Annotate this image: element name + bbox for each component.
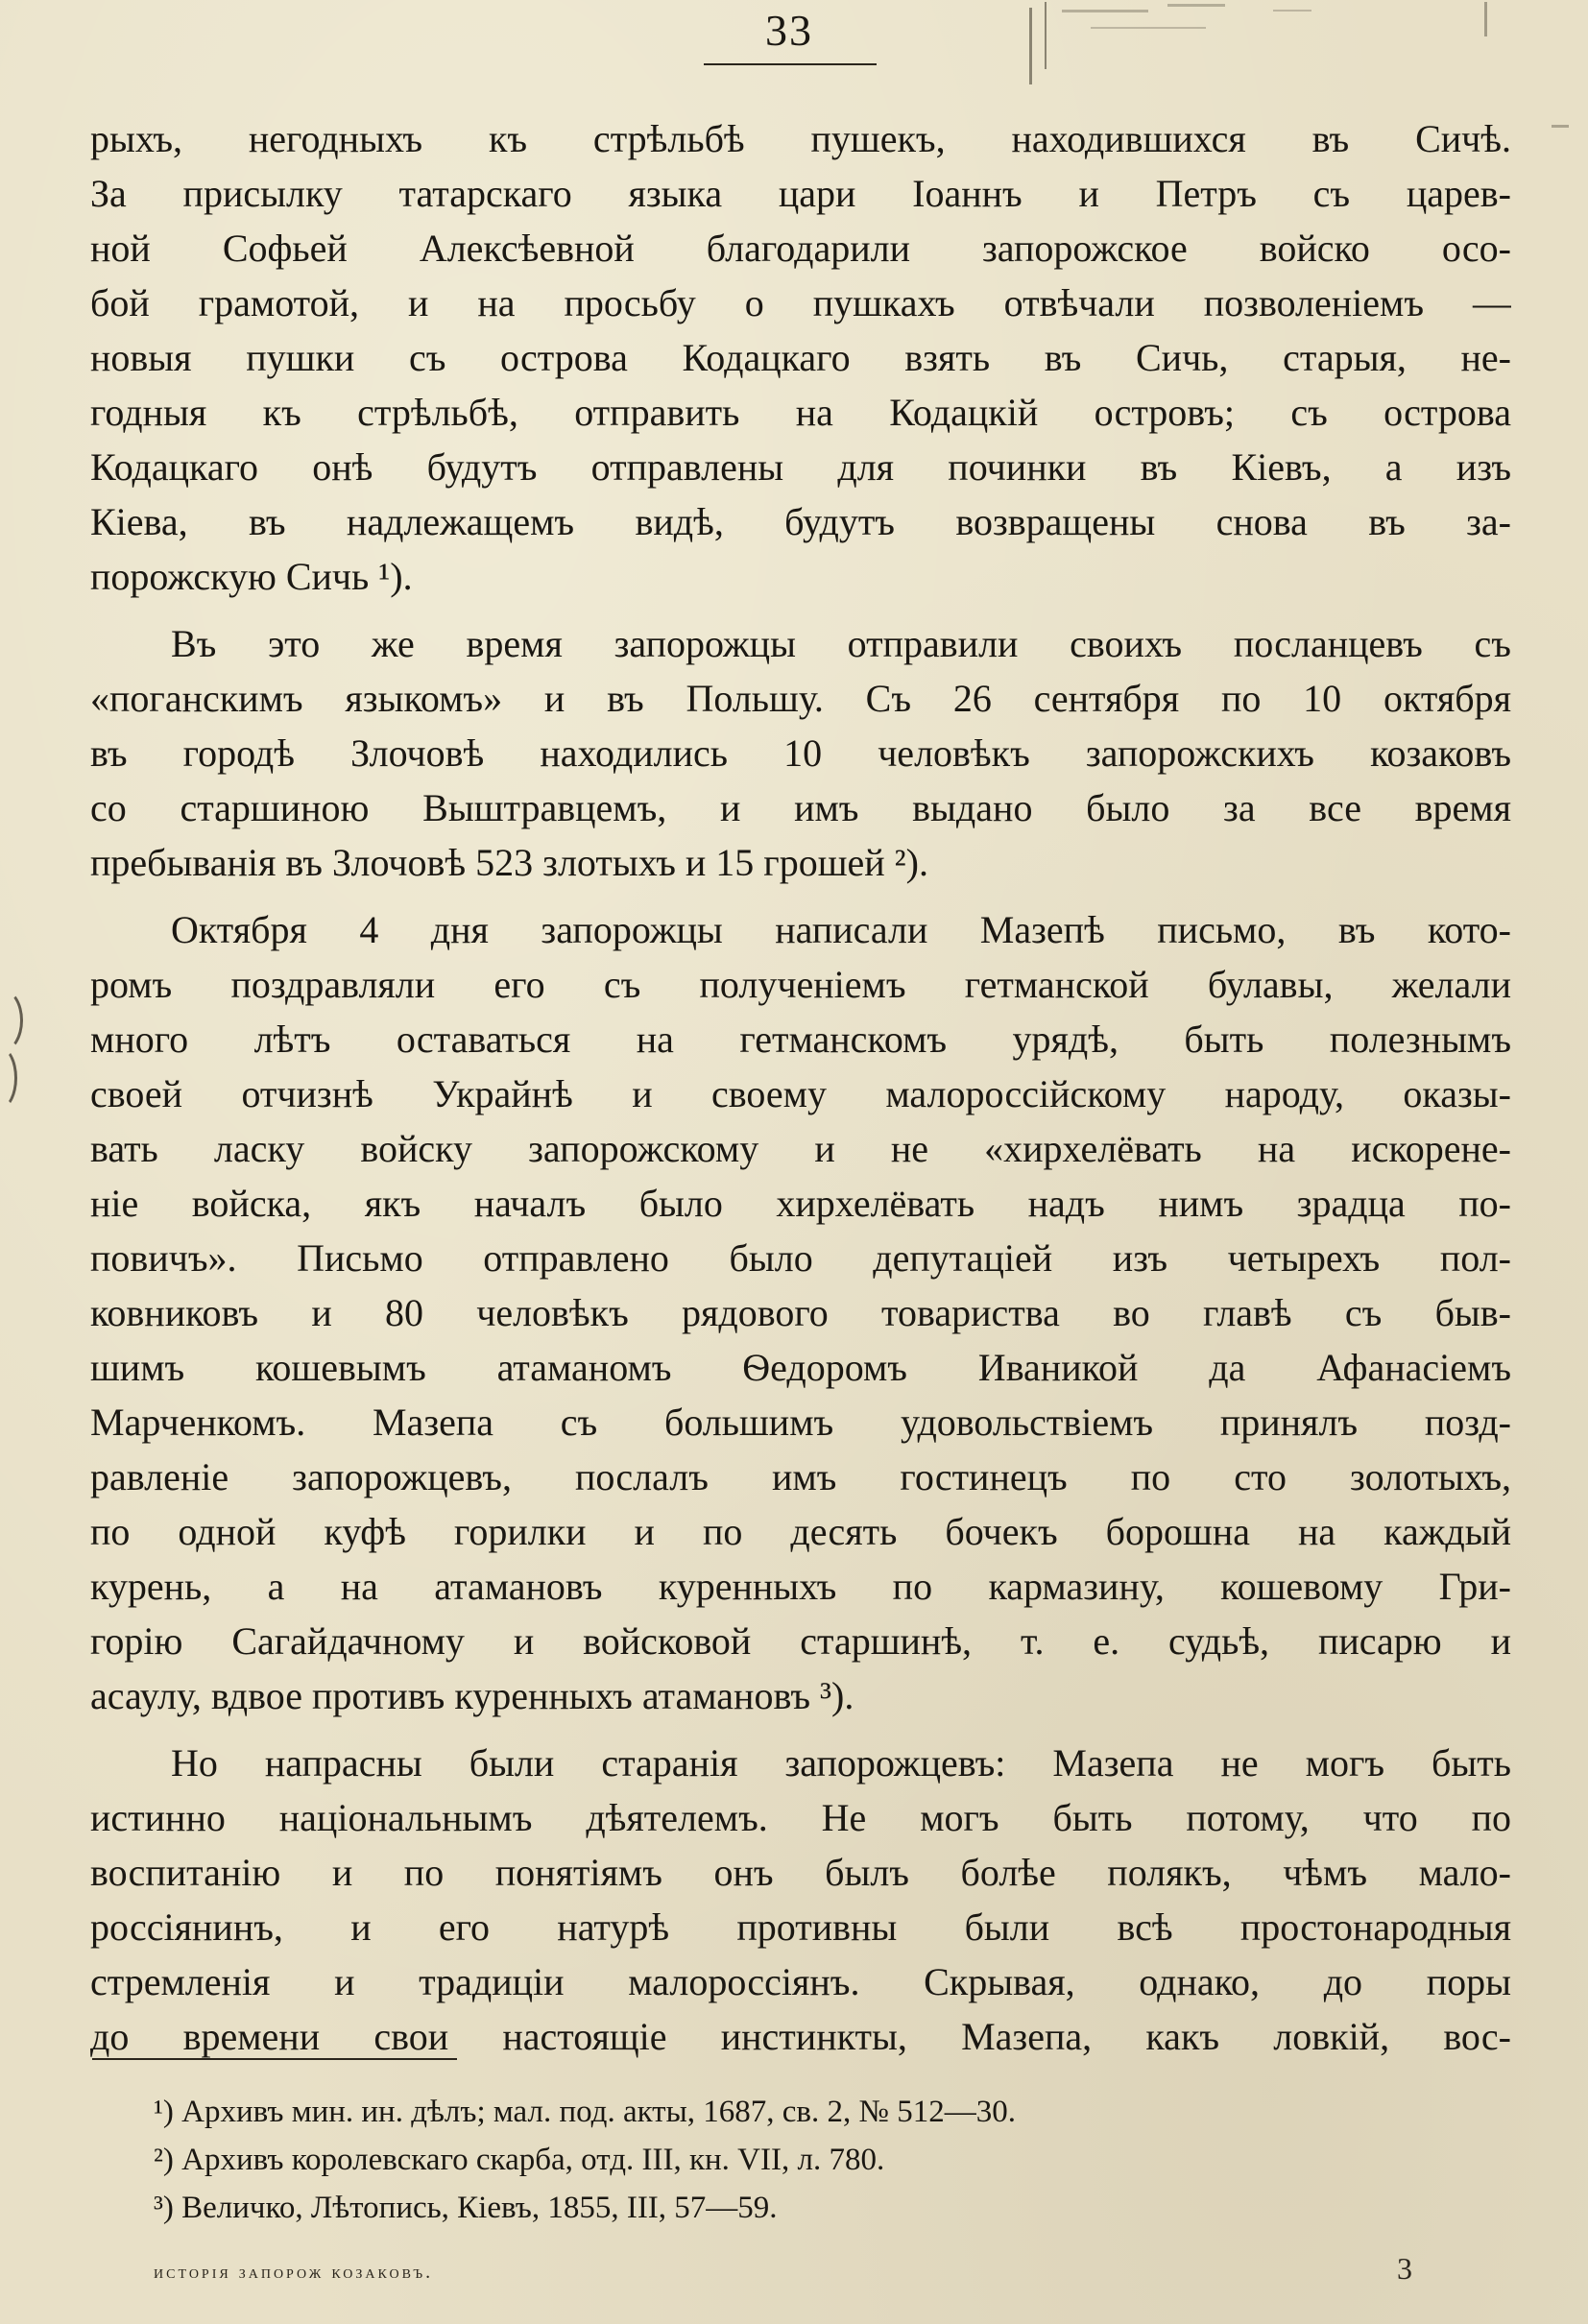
text-line: бой грамотой, и на просьбу о пушкахъ отвѣчали позволеніемъ — xyxy=(90,281,1511,324)
text-line: повичъ». Письмо отправлено было депутаціей изъ четырехъ пол- xyxy=(90,1236,1511,1280)
text-line: вать ласку войску запорожскому и не «хирхелёвать на искорене- xyxy=(90,1127,1511,1170)
text-line: Въ это же время запорожцы отправили своихъ посланцевъ съ xyxy=(171,622,1511,665)
text-line: истинно національнымъ дѣятелемъ. Не могъ быть потому, что по xyxy=(90,1796,1511,1839)
text-line: въ городѣ Злочовѣ находились 10 человѣкъ запорожскихъ козаковъ xyxy=(90,731,1511,775)
footnote-rule xyxy=(92,2058,457,2060)
footnote: ³) Величко, Лѣтопись, Кіевъ, 1855, III, 57—59. xyxy=(154,2191,778,2225)
text-line: «поганскимъ языкомъ» и въ Польшу. Съ 26 сентября по 10 октября xyxy=(90,677,1511,720)
text-line: ковниковъ и 80 человѣкъ рядового товариства во главѣ съ быв- xyxy=(90,1291,1511,1334)
text-line: курень, а на атамановъ куренныхъ по кармазину, кошевому Гри- xyxy=(90,1565,1511,1608)
sheet-number: 3 xyxy=(1397,2251,1412,2286)
footnote: ²) Архивъ королевскаго скарба, отд. III, кн. VII, л. 780. xyxy=(154,2143,885,2177)
printer-signature: исторія запорож козаковъ. xyxy=(154,2262,434,2283)
header-rule xyxy=(704,63,877,65)
text-line: со старшиною Выштравцемъ, и имъ выдано было за все время xyxy=(90,786,1511,829)
footnotes xyxy=(154,2088,1402,2232)
text-line: много лѣтъ оставаться на гетманскомъ урядѣ, быть полезнымъ xyxy=(90,1018,1511,1061)
text-line: Октября 4 дня запорожцы написали Мазепѣ письмо, въ кото- xyxy=(171,908,1511,951)
text-line: своей отчизнѣ Украйнѣ и своему малороссійскому народу, оказы- xyxy=(90,1072,1511,1115)
text-line: Но напрасны были старанія запорожцевъ: Мазепа не могъ быть xyxy=(171,1741,1511,1785)
text-line: За присылку татарскаго языка цари Іоаннъ и Петръ съ царев- xyxy=(90,172,1511,215)
text-line: воспитанію и по понятіямъ онъ былъ болѣе полякъ, чѣмъ мало- xyxy=(90,1851,1511,1894)
text-line: Кіева, въ надлежащемъ видѣ, будутъ возвращены снова въ за- xyxy=(90,500,1511,543)
margin-bracket-mark xyxy=(0,1046,17,1110)
text-line: пребыванія въ Злочовѣ 523 злотыхъ и 15 грошей ²). xyxy=(90,841,928,884)
text-line: годныя къ стрѣльбѣ, отправить на Кодацкій островъ; съ острова xyxy=(90,391,1511,434)
text-line: ной Софьей Алексѣевной благодарили запорожское войско осо- xyxy=(90,227,1511,270)
text-line: стремленія и традиціи малороссіянъ. Скрывая, однако, до поры xyxy=(90,1960,1511,2003)
text-line: Марченкомъ. Мазепа съ большимъ удовольствіемъ принялъ позд- xyxy=(90,1401,1511,1444)
text-line: порожскую Сичь ¹). xyxy=(90,555,413,598)
text-line: рыхъ, негодныхъ къ стрѣльбѣ пушекъ, находившихся въ Сичѣ. xyxy=(90,117,1511,160)
text-line: по одной куфѣ горилки и по десять бочекъ борошна на каждый xyxy=(90,1510,1511,1553)
text-line: асаулу, вдвое противъ куренныхъ атамановъ ³). xyxy=(90,1674,854,1717)
text-line: новыя пушки съ острова Кодацкаго взять въ Сичь, старыя, не- xyxy=(90,336,1511,379)
text-line: горію Сагайдачному и войсковой старшинѣ, т. е. судьѣ, писарю и xyxy=(90,1619,1511,1663)
main-text xyxy=(90,111,1511,2064)
text-line: равленіе запорожцевъ, послалъ имъ гостинецъ по сто золотыхъ, xyxy=(90,1455,1511,1498)
footnote: ¹) Архивъ мин. ин. дѣлъ; мал. под. акты, 1687, св. 2, № 512—30. xyxy=(154,2095,1016,2129)
text-line: ромъ поздравляли его съ полученіемъ гетманской булавы, желали xyxy=(90,963,1511,1006)
text-line: шимъ кошевымъ атаманомъ Ѳедоромъ Иваникой да Афанасіемъ xyxy=(90,1346,1511,1389)
text-line: до времени свои настоящіе инстинкты, Мазепа, какъ ловкій, вос- xyxy=(90,2015,1511,2058)
margin-bracket-mark xyxy=(0,989,23,1052)
text-line: россіянинъ, и его натурѣ противны были всѣ простонародныя xyxy=(90,1905,1511,1949)
text-line: ніе войска, якъ началъ было хирхелёвать надъ нимъ зрадца по- xyxy=(90,1182,1511,1225)
page-number: 33 xyxy=(765,6,813,55)
text-line: Кодацкаго онѣ будутъ отправлены для починки въ Кіевъ, а изъ xyxy=(90,445,1511,489)
